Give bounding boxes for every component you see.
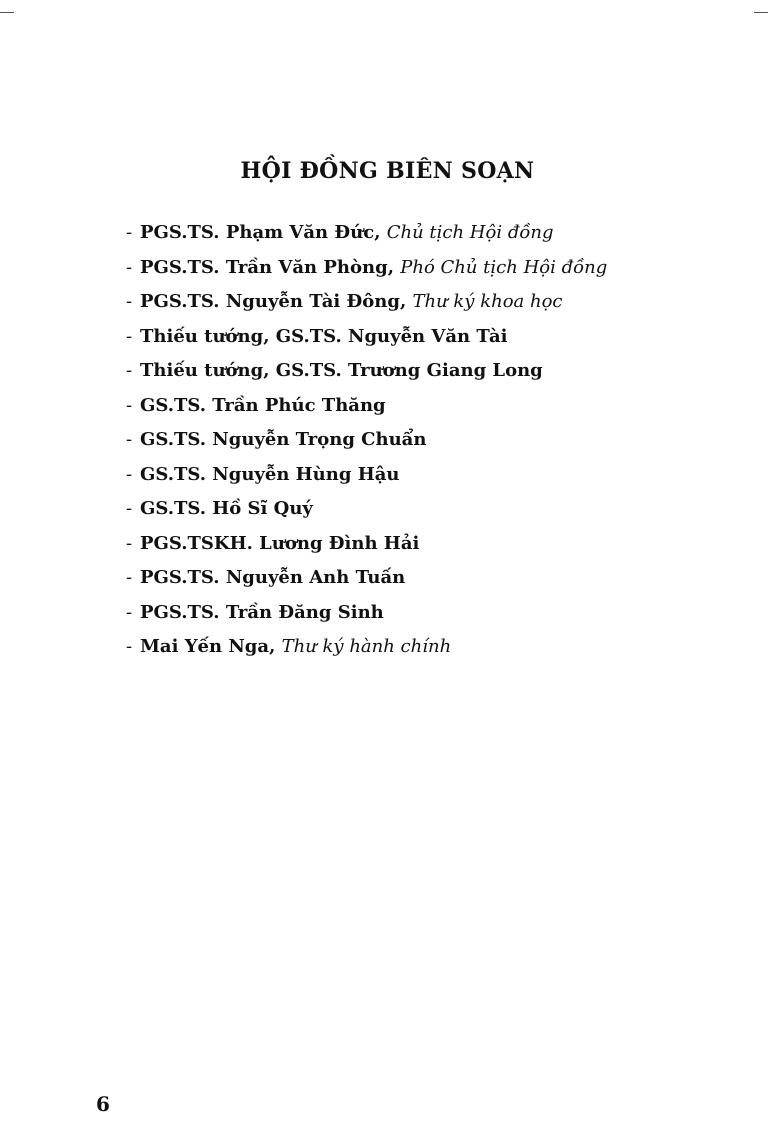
bullet-dash: -: [126, 601, 133, 623]
member-entry: - PGS.TS. Nguyễn Tài Đông, Thư ký khoa học: [126, 285, 746, 320]
member-name: PGS.TS. Nguyễn Anh Tuấn: [140, 567, 406, 588]
bullet-dash: -: [126, 567, 133, 588]
member-name: PGS.TS. Trần Văn Phòng: [140, 256, 388, 278]
member-entry: [126, 492, 746, 527]
page-number: 6: [96, 1092, 110, 1116]
member-name: PGS.TS. Trần Đăng Sinh: [140, 601, 384, 623]
member-entry: - PGS.TS. Trần Văn Phòng, Phó Chủ tịch Hội đồng: [126, 251, 746, 286]
bullet-dash: -: [126, 463, 133, 485]
member-entry: - PGS.TS. Phạm Văn Đức, Chủ tịch Hội đồng: [126, 216, 746, 251]
member-role: Phó Chủ tịch Hội đồng: [400, 256, 608, 278]
bullet-dash: -: [126, 256, 133, 278]
member-entry: [126, 423, 746, 458]
member-name: GS.TS. Nguyễn Trọng Chuẩn: [140, 429, 427, 450]
member-entry: [126, 527, 746, 562]
member-list: [126, 216, 746, 665]
member-name: PGS.TS. Nguyễn Tài Đông: [140, 291, 400, 312]
bullet-dash: -: [126, 222, 133, 243]
bullet-dash: -: [126, 360, 133, 381]
member-role: Chủ tịch Hội đồng: [386, 222, 554, 243]
member-entry: [126, 561, 746, 596]
bullet-dash: -: [126, 498, 133, 519]
bullet-dash: -: [126, 532, 133, 554]
member-role: Thư ký hành chính: [281, 636, 452, 657]
bullet-dash: -: [126, 291, 133, 312]
member-entry: [126, 389, 746, 424]
bullet-dash: -: [126, 429, 133, 450]
member-entry: - Mai Yến Nga, Thư ký hành chính: [126, 630, 746, 665]
bullet-dash: -: [126, 636, 133, 657]
member-name: Mai Yến Nga: [140, 636, 270, 657]
member-name: PGS.TS. Phạm Văn Đức: [140, 222, 375, 243]
member-name: GS.TS. Hồ Sĩ Quý: [140, 498, 313, 519]
page-title: HỘI ĐỒNG BIÊN SOẠN: [240, 158, 535, 184]
member-entry: [126, 354, 746, 389]
scan-mark-right: [754, 12, 768, 13]
member-entry: [126, 596, 746, 631]
member-entry: [126, 320, 746, 355]
member-name: Thiếu tướng, GS.TS. Trương Giang Long: [140, 360, 543, 381]
scan-mark-left: [0, 12, 14, 13]
member-name: GS.TS. Trần Phúc Thăng: [140, 394, 386, 416]
member-entry: [126, 458, 746, 493]
member-role: Thư ký khoa học: [412, 291, 563, 312]
bullet-dash: -: [126, 325, 133, 347]
member-name: GS.TS. Nguyễn Hùng Hậu: [140, 463, 400, 485]
bullet-dash: -: [126, 394, 133, 416]
member-name: PGS.TSKH. Lương Đình Hải: [140, 532, 420, 554]
member-name: Thiếu tướng, GS.TS. Nguyễn Văn Tài: [140, 325, 508, 347]
